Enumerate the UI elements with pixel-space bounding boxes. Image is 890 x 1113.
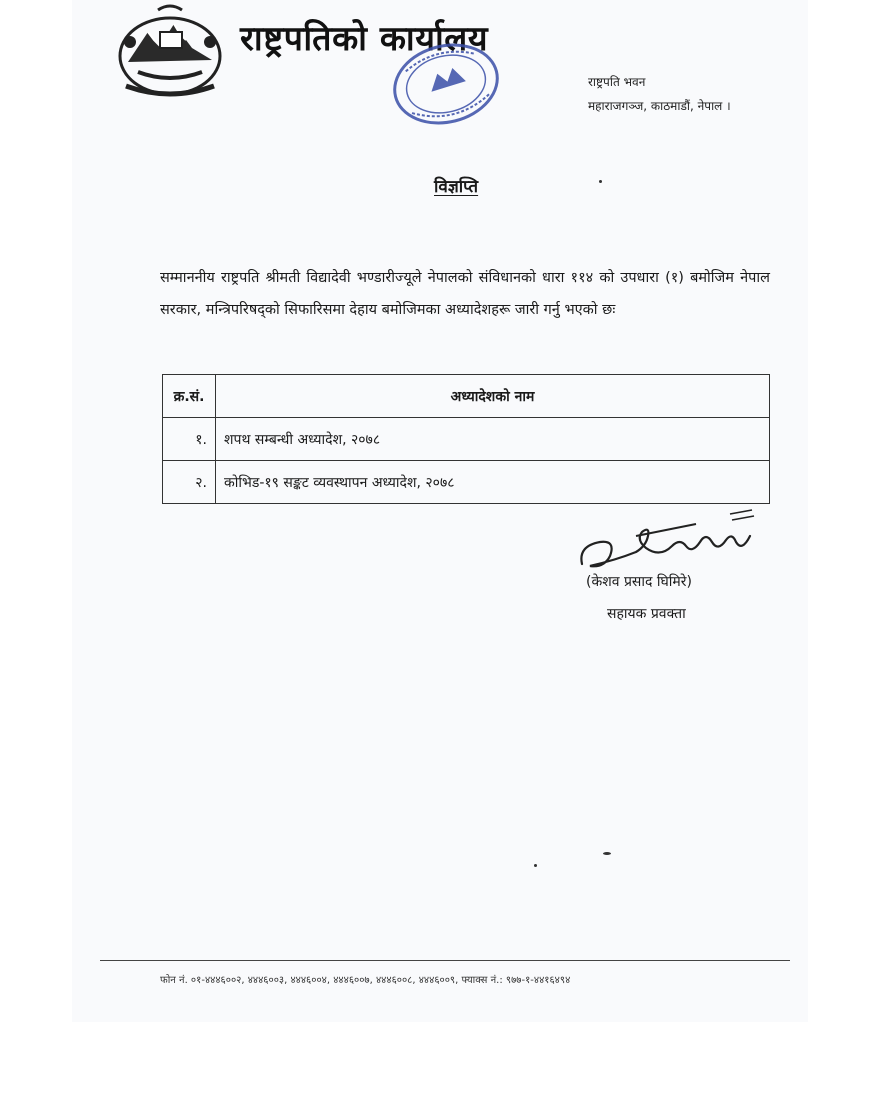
row-serial: २. xyxy=(163,461,216,504)
office-address xyxy=(588,70,731,118)
paper-speck xyxy=(603,852,611,855)
row-serial: १. xyxy=(163,418,216,461)
table-row xyxy=(163,418,770,461)
signer-role: सहायक प्रवक्ता xyxy=(607,606,686,622)
notice-body: सम्माननीय राष्ट्रपति श्रीमती विद्यादेवी भण्डारीज्यूले नेपालको संविधानको धारा ११४ को उपधारा (१) बमोजिम नेपाल सरकार, मन्त्रिपरिषद्को सिफारिसमा देहाय बमोजिमका अध्यादेशहरू जारी गर्नु भएको छः xyxy=(160,270,770,318)
row-ordinance-name: शपथ सम्बन्धी अध्यादेश, २०७८ xyxy=(216,418,770,461)
column-header-name: अध्यादेशको नाम xyxy=(216,375,770,418)
nepal-emblem-icon xyxy=(108,2,232,104)
footer-divider xyxy=(100,960,790,961)
ordinance-table xyxy=(162,374,770,504)
table-header-row xyxy=(163,375,770,418)
column-header-serial: क्र.सं. xyxy=(163,375,216,418)
paper-speck xyxy=(534,864,537,867)
table-row xyxy=(163,461,770,504)
address-line-2: महाराजगञ्ज, काठमाडौं, नेपाल । xyxy=(588,99,731,113)
notice-heading: विज्ञप्ति xyxy=(434,177,479,197)
paper-speck xyxy=(599,180,602,183)
address-line-1: राष्ट्रपति भवन xyxy=(588,75,646,89)
signer-name: (केशव प्रसाद घिमिरे) xyxy=(586,574,692,590)
office-title: राष्ट्रपतिको कार्यालय xyxy=(240,19,489,59)
footer-contacts: फोन नं. ०१-४४४६००२, ४४४६००३, ४४४६००४, ४४४६००७, ४४४६००८, ४४४६००९, फ्याक्स नं.: ९७७-१-४४१६४९४ xyxy=(160,975,571,986)
row-ordinance-name: कोभिड-१९ सङ्कट व्यवस्थापन अध्यादेश, २०७८ xyxy=(216,461,770,504)
official-stamp-icon xyxy=(386,40,506,128)
